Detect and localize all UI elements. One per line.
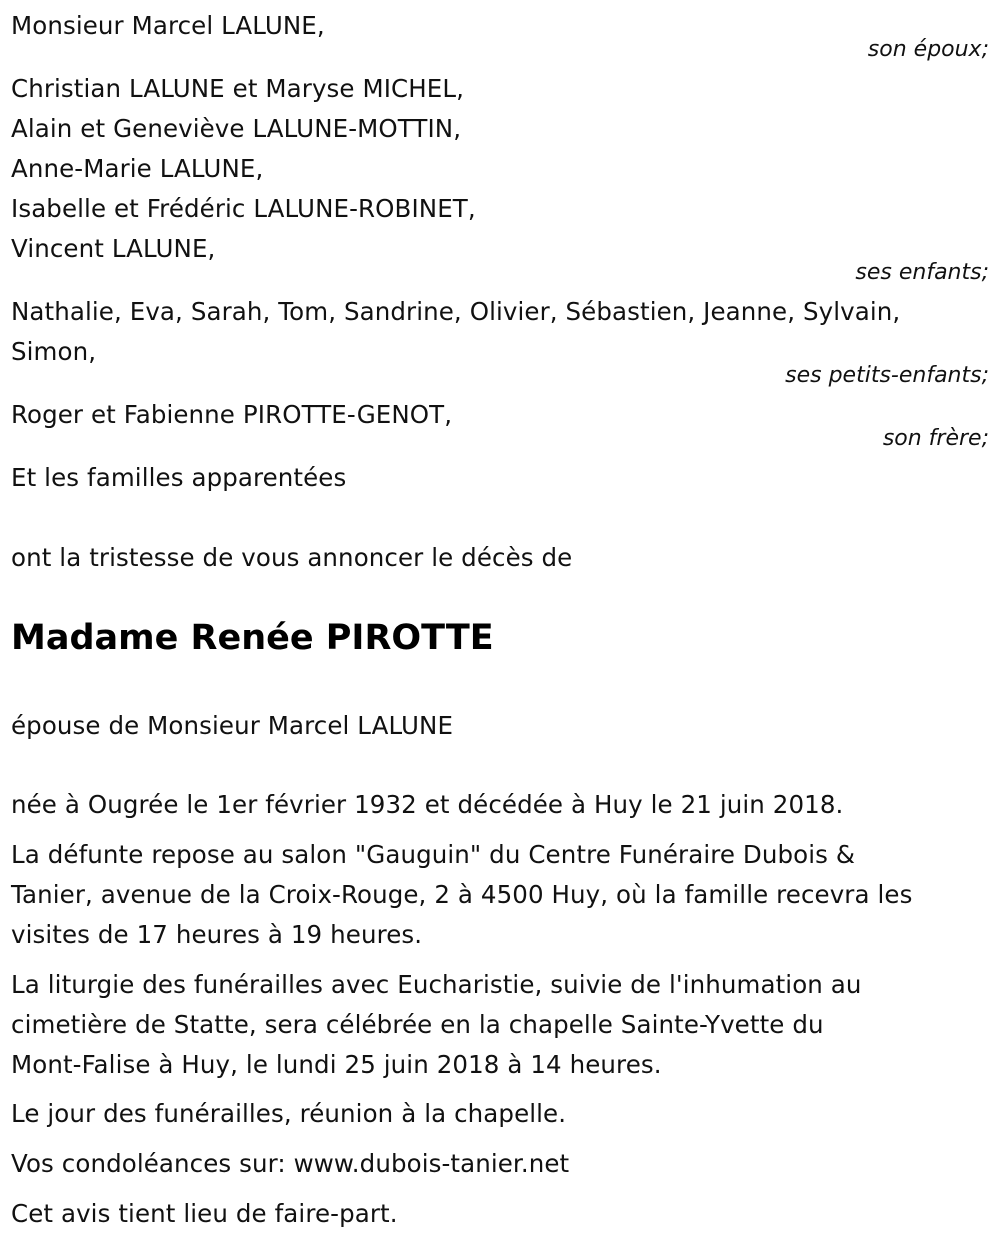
brother-name: Roger et Fabienne PIROTTE-GENOT, [11,400,453,429]
children-role: ses enfants; [855,260,989,285]
grandchildren-line-1: Nathalie, Eva, Sarah, Tom, Sandrine, Olivier, Sébastien, Jeanne, Sylvain, [11,297,901,326]
spouse-of-line: épouse de Monsieur Marcel LALUNE [11,711,454,740]
child-line-2: Alain et Geneviève LALUNE-MOTTIN, [11,114,462,143]
child-line-4: Isabelle et Frédéric LALUNE-ROBINET, [11,194,476,223]
brother-role: son frère; [882,426,989,451]
viewing-line-3: visites de 17 heures à 19 heures. [11,920,423,949]
liturgy-line-2: cimetière de Statte, sera célébrée en la chapelle Sainte-Yvette du [11,1010,824,1039]
announcement-line: ont la tristesse de vous annoncer le décès de [11,543,573,572]
condolences-line: Vos condoléances sur: www.dubois-tanier.net [11,1149,570,1178]
families-line: Et les familles apparentées [11,463,347,492]
child-line-5: Vincent LALUNE, [11,234,216,263]
deceased-name: Madame Renée PIROTTE [11,618,494,658]
liturgy-line-1: La liturgie des funérailles avec Eucharistie, suivie de l'inhumation au [11,970,862,999]
child-line-1: Christian LALUNE et Maryse MICHEL, [11,74,464,103]
birth-death-line: née à Ougrée le 1er février 1932 et décédée à Huy le 21 juin 2018. [11,790,844,819]
viewing-line-1: La défunte repose au salon "Gauguin" du Centre Funéraire Dubois & [11,840,856,869]
liturgy-line-3: Mont-Falise à Huy, le lundi 25 juin 2018 à 14 heures. [11,1050,662,1079]
notice-line: Cet avis tient lieu de faire-part. [11,1199,398,1228]
spouse-name: Monsieur Marcel LALUNE, [11,11,325,40]
viewing-line-2: Tanier, avenue de la Croix-Rouge, 2 à 4500 Huy, où la famille recevra les [11,880,913,909]
reunion-line: Le jour des funérailles, réunion à la chapelle. [11,1099,567,1128]
spouse-role: son époux; [867,37,989,62]
grandchildren-line-2: Simon, [11,337,97,366]
child-line-3: Anne-Marie LALUNE, [11,154,264,183]
grandchildren-role: ses petits-enfants; [785,363,989,388]
